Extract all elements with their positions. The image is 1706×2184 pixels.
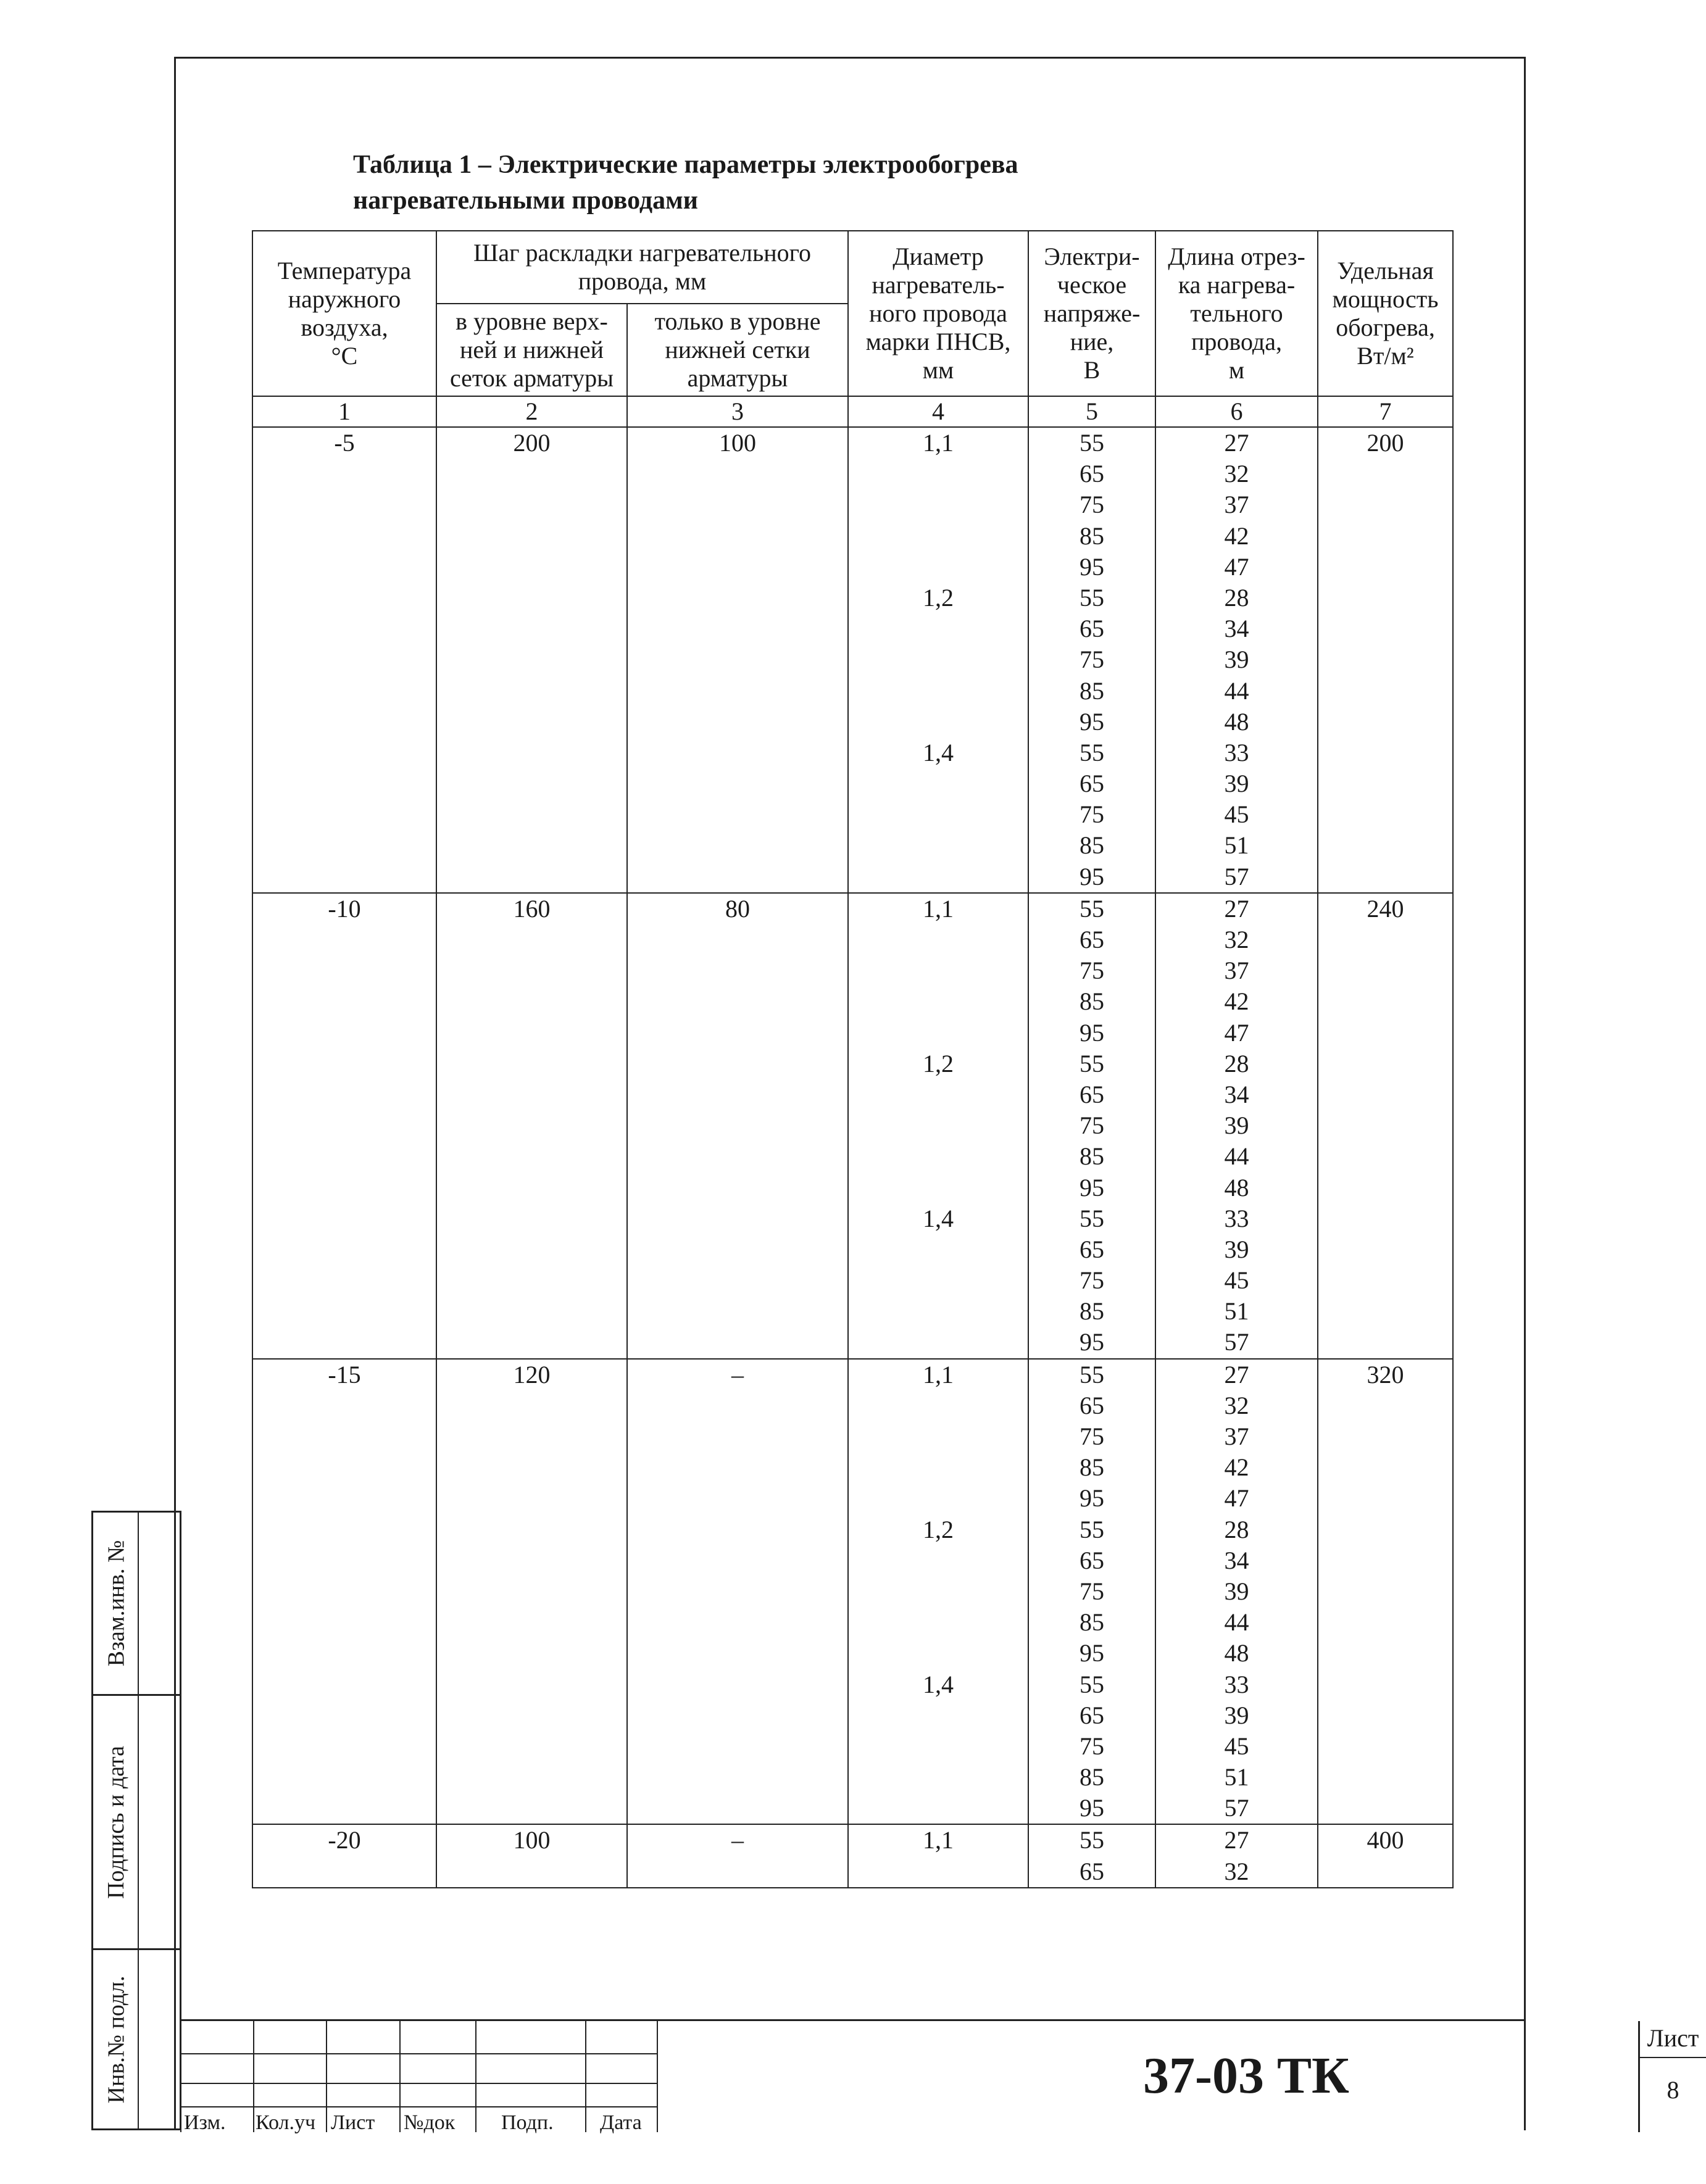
document-code: 37-03 ТК bbox=[1143, 2047, 1349, 2104]
sheet-label: Лист bbox=[1647, 2024, 1699, 2052]
voltage-cell-value: 65 bbox=[1080, 1391, 1105, 1419]
length-cell bbox=[1155, 427, 1318, 893]
step-lower-cell: – bbox=[627, 1824, 848, 1887]
length-cell-value: 51 bbox=[1224, 1297, 1249, 1326]
voltage-cell-value: 85 bbox=[1080, 987, 1105, 1016]
voltage-cell-value: 95 bbox=[1080, 1173, 1105, 1202]
stamp-label: Взам.инв. № bbox=[103, 1540, 130, 1667]
diameter-cell-value bbox=[849, 955, 1028, 986]
diameter-cell bbox=[848, 1359, 1028, 1825]
power-cell: 320 bbox=[1318, 1359, 1453, 1825]
diameter-cell-value bbox=[849, 1856, 1028, 1887]
voltage-cell-value: 85 bbox=[1080, 1453, 1105, 1482]
diameter-cell-value bbox=[849, 1390, 1028, 1421]
length-cell-value: 42 bbox=[1224, 1453, 1249, 1482]
title-block bbox=[180, 2019, 1699, 2134]
diameter-cell-value: 1,4 bbox=[923, 1204, 954, 1232]
length-cell-value: 48 bbox=[1224, 1639, 1249, 1667]
diameter-cell-value bbox=[849, 1483, 1028, 1514]
table-title-line-1: Таблица 1 – Электрические параметры электрообогрева bbox=[353, 151, 1018, 179]
temperature-group-row bbox=[252, 1359, 1453, 1825]
header-laying-step: Шаг раскладки нагревательного провода, мм bbox=[436, 231, 848, 304]
length-cell-value: 27 bbox=[1224, 1826, 1249, 1854]
voltage-cell-value: 85 bbox=[1080, 521, 1105, 550]
temperature-group-row bbox=[252, 427, 1453, 893]
voltage-cell-value: 55 bbox=[1080, 429, 1105, 457]
power-cell: 240 bbox=[1318, 893, 1453, 1359]
revision-label: Лист bbox=[331, 2111, 375, 2134]
length-cell-value: 48 bbox=[1224, 707, 1249, 736]
temperature-group-row bbox=[252, 893, 1453, 1359]
length-cell-value: 47 bbox=[1224, 1484, 1249, 1513]
voltage-cell-value: 75 bbox=[1080, 957, 1105, 985]
step-both-cell: 160 bbox=[436, 893, 627, 1359]
voltage-cell-value: 75 bbox=[1080, 491, 1105, 519]
diameter-cell-value bbox=[849, 1079, 1028, 1110]
table-title-line-2: нагревательными проводами bbox=[353, 186, 698, 215]
revision-label: Дата bbox=[600, 2111, 642, 2134]
length-cell-value: 27 bbox=[1224, 429, 1249, 457]
voltage-cell-value: 85 bbox=[1080, 1142, 1105, 1171]
length-cell-value: 28 bbox=[1224, 1515, 1249, 1543]
diameter-cell-value: 1,4 bbox=[923, 1670, 954, 1698]
column-number: 3 bbox=[627, 396, 848, 427]
column-number: 1 bbox=[252, 396, 436, 427]
length-cell-value: 34 bbox=[1224, 1546, 1249, 1574]
step-lower-cell: 100 bbox=[627, 427, 848, 893]
voltage-cell-value: 95 bbox=[1080, 552, 1105, 581]
revision-label: №док bbox=[404, 2111, 456, 2134]
diameter-cell-value bbox=[849, 1452, 1028, 1483]
sheet-number: 8 bbox=[1666, 2076, 1679, 2104]
length-cell-value: 37 bbox=[1224, 1422, 1249, 1450]
voltage-cell-value: 55 bbox=[1080, 1826, 1105, 1854]
diameter-cell-value bbox=[849, 1421, 1028, 1452]
voltage-cell-value: 95 bbox=[1080, 1328, 1105, 1356]
diameter-cell-value bbox=[849, 862, 1028, 892]
column-number: 5 bbox=[1028, 396, 1155, 427]
diameter-cell-value bbox=[849, 768, 1028, 799]
diameter-cell-value: 1,2 bbox=[923, 583, 954, 612]
voltage-cell-value: 65 bbox=[1080, 1546, 1105, 1574]
diameter-cell-value bbox=[849, 1296, 1028, 1327]
voltage-cell-value: 75 bbox=[1080, 800, 1105, 829]
length-cell-value: 27 bbox=[1224, 894, 1249, 923]
length-cell-value: 34 bbox=[1224, 615, 1249, 643]
diameter-cell-value bbox=[849, 613, 1028, 644]
step-both-cell: 120 bbox=[436, 1359, 627, 1825]
length-cell-value: 45 bbox=[1224, 1266, 1249, 1295]
length-cell-value: 32 bbox=[1224, 460, 1249, 488]
diameter-cell-value bbox=[849, 1265, 1028, 1296]
column-number: 6 bbox=[1155, 396, 1318, 427]
length-cell-value: 39 bbox=[1224, 646, 1249, 674]
diameter-cell-value: 1,1 bbox=[923, 1360, 954, 1389]
length-cell bbox=[1155, 1359, 1318, 1825]
sheet-box bbox=[1638, 2021, 1706, 2132]
diameter-cell-value bbox=[849, 1327, 1028, 1358]
length-cell-value: 39 bbox=[1224, 1111, 1249, 1140]
header-power: Удельная мощность обогрева, Вт/м² bbox=[1318, 231, 1453, 396]
voltage-cell-value: 65 bbox=[1080, 926, 1105, 953]
temperature-cell: -10 bbox=[252, 893, 436, 1359]
voltage-cell-value: 65 bbox=[1080, 1701, 1105, 1729]
length-cell-value: 51 bbox=[1224, 831, 1249, 860]
length-cell-value: 28 bbox=[1224, 1049, 1249, 1077]
length-cell bbox=[1155, 1824, 1318, 1887]
length-cell-value: 44 bbox=[1224, 676, 1249, 705]
voltage-cell-value: 55 bbox=[1080, 1204, 1105, 1232]
length-cell-value: 37 bbox=[1224, 957, 1249, 985]
header-length: Длина отрез- ка нагрева- тельного провода, м bbox=[1155, 231, 1318, 396]
diameter-cell-value: 1,1 bbox=[923, 1826, 954, 1854]
table-body bbox=[252, 427, 1453, 1888]
temperature-group-row bbox=[252, 1824, 1453, 1887]
voltage-cell-value: 55 bbox=[1080, 1049, 1105, 1077]
diameter-cell-value bbox=[849, 676, 1028, 707]
length-cell-value: 57 bbox=[1224, 1328, 1249, 1356]
step-lower-cell: – bbox=[627, 1359, 848, 1825]
diameter-cell-value bbox=[849, 459, 1028, 489]
header-step-lower-grid: только в уровне нижней сетки арматуры bbox=[627, 304, 848, 396]
diameter-cell-value bbox=[849, 521, 1028, 552]
voltage-cell-value: 65 bbox=[1080, 770, 1105, 798]
diameter-cell-value: 1,4 bbox=[923, 738, 954, 766]
length-cell-value: 39 bbox=[1224, 1701, 1249, 1729]
voltage-cell-value: 95 bbox=[1080, 1794, 1105, 1822]
column-number: 4 bbox=[848, 396, 1028, 427]
diameter-cell-value bbox=[849, 830, 1028, 861]
voltage-cell-value: 95 bbox=[1080, 707, 1105, 736]
header-temperature: Температура наружного воздуха, °С bbox=[252, 231, 436, 396]
voltage-cell-value: 65 bbox=[1080, 1080, 1105, 1108]
voltage-cell-value: 75 bbox=[1080, 646, 1105, 674]
header-voltage: Электри- ческое напряже- ние, В bbox=[1028, 231, 1155, 396]
length-cell-value: 33 bbox=[1224, 1670, 1249, 1698]
voltage-cell-value: 55 bbox=[1080, 583, 1105, 612]
diameter-cell-value bbox=[849, 1638, 1028, 1669]
revision-label: Подп. bbox=[501, 2111, 554, 2134]
voltage-cell-value: 65 bbox=[1080, 1857, 1105, 1885]
length-cell-value: 27 bbox=[1224, 1360, 1249, 1389]
voltage-cell bbox=[1028, 1359, 1155, 1825]
voltage-cell-value: 85 bbox=[1080, 1763, 1105, 1792]
diameter-cell-value bbox=[849, 1700, 1028, 1731]
voltage-cell-value: 55 bbox=[1080, 894, 1105, 923]
diameter-cell bbox=[848, 893, 1028, 1359]
stamp-signature-date bbox=[91, 1694, 181, 1950]
revision-label: Кол.уч bbox=[256, 2111, 316, 2134]
diameter-cell-value bbox=[849, 1234, 1028, 1265]
temperature-cell: -20 bbox=[252, 1824, 436, 1887]
stamp-original-inventory bbox=[91, 1948, 181, 2130]
length-cell-value: 39 bbox=[1224, 770, 1249, 798]
diameter-cell-value bbox=[849, 1607, 1028, 1638]
voltage-cell-value: 75 bbox=[1080, 1266, 1105, 1295]
step-both-cell: 100 bbox=[436, 1824, 627, 1887]
diameter-cell-value bbox=[849, 1576, 1028, 1607]
voltage-cell bbox=[1028, 1824, 1155, 1887]
length-cell-value: 47 bbox=[1224, 552, 1249, 581]
length-cell-value: 37 bbox=[1224, 491, 1249, 519]
length-cell-value: 48 bbox=[1224, 1173, 1249, 1202]
length-cell-value: 42 bbox=[1224, 987, 1249, 1016]
length-cell bbox=[1155, 893, 1318, 1359]
length-cell-value: 42 bbox=[1224, 521, 1249, 550]
header-diameter: Диаметр нагреватель- ного провода марки ПНСВ, мм bbox=[848, 231, 1028, 396]
voltage-cell-value: 65 bbox=[1080, 460, 1105, 488]
length-cell-value: 45 bbox=[1224, 800, 1249, 829]
column-number: 7 bbox=[1318, 396, 1453, 427]
voltage-cell-value: 75 bbox=[1080, 1111, 1105, 1140]
diameter-cell bbox=[848, 427, 1028, 893]
step-both-cell: 200 bbox=[436, 427, 627, 893]
power-cell: 400 bbox=[1318, 1824, 1453, 1887]
parameters-table bbox=[252, 230, 1454, 1888]
length-cell-value: 32 bbox=[1224, 1857, 1249, 1885]
diameter-cell-value bbox=[849, 1110, 1028, 1141]
length-cell-value: 47 bbox=[1224, 1018, 1249, 1047]
step-lower-cell: 80 bbox=[627, 893, 848, 1359]
diameter-cell-value bbox=[849, 707, 1028, 737]
length-cell-value: 28 bbox=[1224, 583, 1249, 612]
voltage-cell-value: 85 bbox=[1080, 1608, 1105, 1637]
voltage-cell-value: 85 bbox=[1080, 831, 1105, 860]
revision-label: Изм. bbox=[184, 2111, 226, 2134]
diameter-cell-value bbox=[849, 1545, 1028, 1576]
stamp-replacement-inventory bbox=[91, 1511, 181, 1696]
table-title bbox=[353, 147, 1279, 218]
diameter-cell-value: 1,1 bbox=[923, 429, 954, 457]
revision-grid bbox=[180, 2021, 657, 2132]
diameter-cell bbox=[848, 1824, 1028, 1887]
diameter-cell-value bbox=[849, 1731, 1028, 1762]
length-cell-value: 57 bbox=[1224, 1794, 1249, 1822]
stamp-label: Подпись и дата bbox=[103, 1745, 130, 1899]
voltage-cell-value: 75 bbox=[1080, 1577, 1105, 1605]
voltage-cell-value: 65 bbox=[1080, 615, 1105, 643]
voltage-cell-value: 55 bbox=[1080, 1360, 1105, 1389]
voltage-cell-value: 75 bbox=[1080, 1732, 1105, 1760]
diameter-cell-value bbox=[849, 644, 1028, 675]
length-cell-value: 32 bbox=[1224, 926, 1249, 953]
temperature-cell: -15 bbox=[252, 1359, 436, 1825]
diameter-cell-value: 1,2 bbox=[923, 1049, 954, 1077]
diameter-cell-value bbox=[849, 1762, 1028, 1793]
voltage-cell-value: 95 bbox=[1080, 1484, 1105, 1513]
diameter-cell-value: 1,2 bbox=[923, 1515, 954, 1543]
power-cell: 200 bbox=[1318, 427, 1453, 893]
column-number: 2 bbox=[436, 396, 627, 427]
voltage-cell-value: 95 bbox=[1080, 1018, 1105, 1047]
diameter-cell-value bbox=[849, 1173, 1028, 1203]
diameter-cell-value bbox=[849, 986, 1028, 1017]
diameter-cell-value bbox=[849, 489, 1028, 520]
length-cell-value: 44 bbox=[1224, 1142, 1249, 1171]
diameter-cell-value bbox=[849, 552, 1028, 583]
length-cell-value: 44 bbox=[1224, 1608, 1249, 1637]
length-cell-value: 45 bbox=[1224, 1732, 1249, 1760]
length-cell-value: 39 bbox=[1224, 1235, 1249, 1263]
length-cell-value: 57 bbox=[1224, 862, 1249, 891]
length-cell-value: 32 bbox=[1224, 1391, 1249, 1419]
voltage-cell-value: 95 bbox=[1080, 862, 1105, 891]
length-cell-value: 33 bbox=[1224, 1204, 1249, 1232]
length-cell-value: 51 bbox=[1224, 1763, 1249, 1792]
length-cell-value: 34 bbox=[1224, 1080, 1249, 1108]
diameter-cell-value bbox=[849, 1018, 1028, 1048]
stamp-label: Инв.№ подл. bbox=[103, 1975, 130, 2104]
voltage-cell-value: 55 bbox=[1080, 1670, 1105, 1698]
diameter-cell-value bbox=[849, 1793, 1028, 1824]
diameter-cell-value bbox=[849, 799, 1028, 830]
voltage-cell bbox=[1028, 893, 1155, 1359]
voltage-cell-value: 55 bbox=[1080, 738, 1105, 766]
voltage-cell-value: 85 bbox=[1080, 1297, 1105, 1326]
voltage-cell-value: 55 bbox=[1080, 1515, 1105, 1543]
diameter-cell-value bbox=[849, 1141, 1028, 1172]
voltage-cell-value: 75 bbox=[1080, 1422, 1105, 1450]
voltage-cell-value: 85 bbox=[1080, 676, 1105, 705]
header-step-both-grids: в уровне верх- ней и нижней сеток арматуры bbox=[436, 304, 627, 396]
length-cell-value: 33 bbox=[1224, 738, 1249, 766]
length-cell-value: 39 bbox=[1224, 1577, 1249, 1605]
voltage-cell-value: 65 bbox=[1080, 1235, 1105, 1263]
diameter-cell-value: 1,1 bbox=[923, 894, 954, 923]
voltage-cell-value: 95 bbox=[1080, 1639, 1105, 1667]
voltage-cell bbox=[1028, 427, 1155, 893]
diameter-cell-value bbox=[849, 924, 1028, 955]
temperature-cell: -5 bbox=[252, 427, 436, 893]
